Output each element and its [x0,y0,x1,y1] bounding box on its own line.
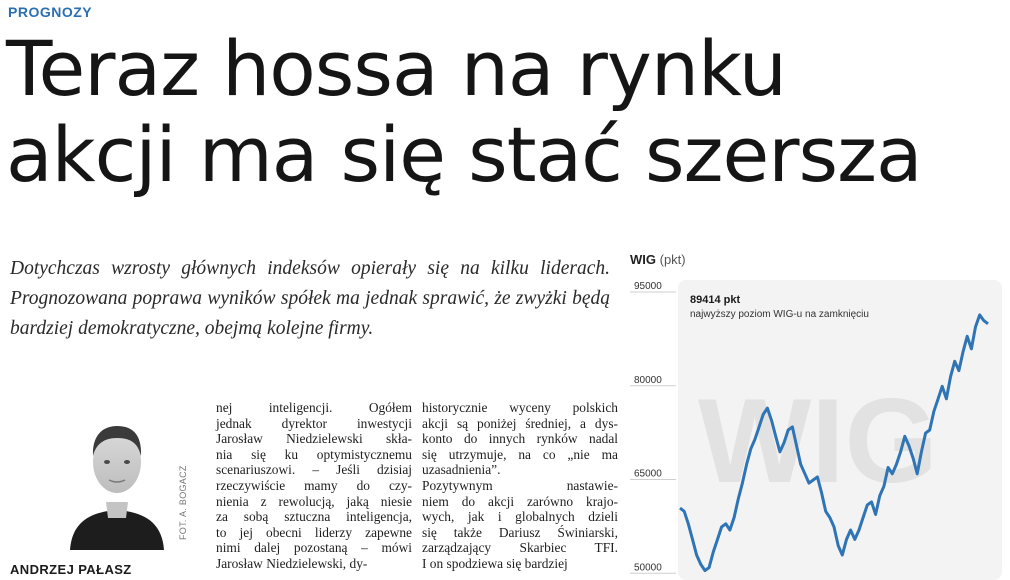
text-line: Pozytywnym nastawie- [422,477,618,493]
author-name: ANDRZEJ PAŁASZ [10,562,132,577]
y-tick-label: 50000 [634,562,662,574]
headline-line-1: Teraz hossa na rynku [6,24,786,113]
text-line: konto do innych rynków nadal [422,431,618,447]
text-line: uzasadnienia”. [422,462,501,478]
chart-title-text: WIG [630,252,656,267]
author-photo [62,400,172,550]
y-tick-label: 65000 [634,468,662,480]
chart-watermark: WIG [698,374,938,508]
text-line: to jej obecni liderzy zapewne [216,524,412,540]
lead-paragraph: Dotychczas wzrosty głównych indeksów opierały się na kilku liderach. Prognozowana poprawa wyników spółek ma jednak sprawić, że zwyżki będą bardziej demokratyczne, obejmą kolejne firmy. [10,258,610,339]
annotation-text: najwyższy poziom WIG-u na zamknięciu [690,309,869,320]
text-line: wych, jak i globalnych dzieli [422,509,618,525]
text-line: zarządzający Skarbiec TFI. [422,540,618,556]
headline-line-2: akcji ma się stać szersza [6,110,922,199]
text-line: akcji są poniżej średniej, a dys- [422,415,618,431]
photo-credit: FOT. A. BOGACZ [178,465,188,540]
text-line: scenariuszowi. – Jeśli dzisiaj [216,462,412,478]
text-line: za sobą sztuczna inteligencja, [216,509,412,525]
text-line: się także Dariusz Świniarski, [422,524,618,540]
text-line: niem do akcji zarówno krajo- [422,493,618,509]
y-tick-label: 95000 [634,281,662,292]
section-label: PROGNOZY [8,4,93,20]
text-line: się utrzymuje, na co „nie ma [422,446,618,462]
text-line: Jarosław Niedzielewski skła- [216,431,412,447]
annotation-value: 89414 pkt [690,294,741,306]
text-line: rzeczywiście mamy do czy- [216,477,412,493]
text-line: historycznie wyceny polskich [422,400,618,415]
text-line: I on spodziewa się bardziej [422,555,568,571]
headline [6,26,1006,198]
text-line: nej inteligencji. Ogółem [216,400,412,415]
text-line: Jarosław Niedzielewski, dy- [216,555,368,571]
text-line: jednak dyrektor inwestycji [216,415,412,431]
text-line: nienia z rewolucją, jaką niesie [216,493,412,509]
text-line: nimi dalej pozostaną – mówi [216,540,412,556]
text-line: nia się ku optymistycznemu [216,446,412,462]
article-column-2 [422,400,618,572]
article-column-1 [216,400,412,572]
chart-title [630,252,686,267]
wig-line-chart [620,272,1010,580]
y-tick-label: 80000 [634,374,662,386]
chart-unit: (pkt) [659,252,686,267]
